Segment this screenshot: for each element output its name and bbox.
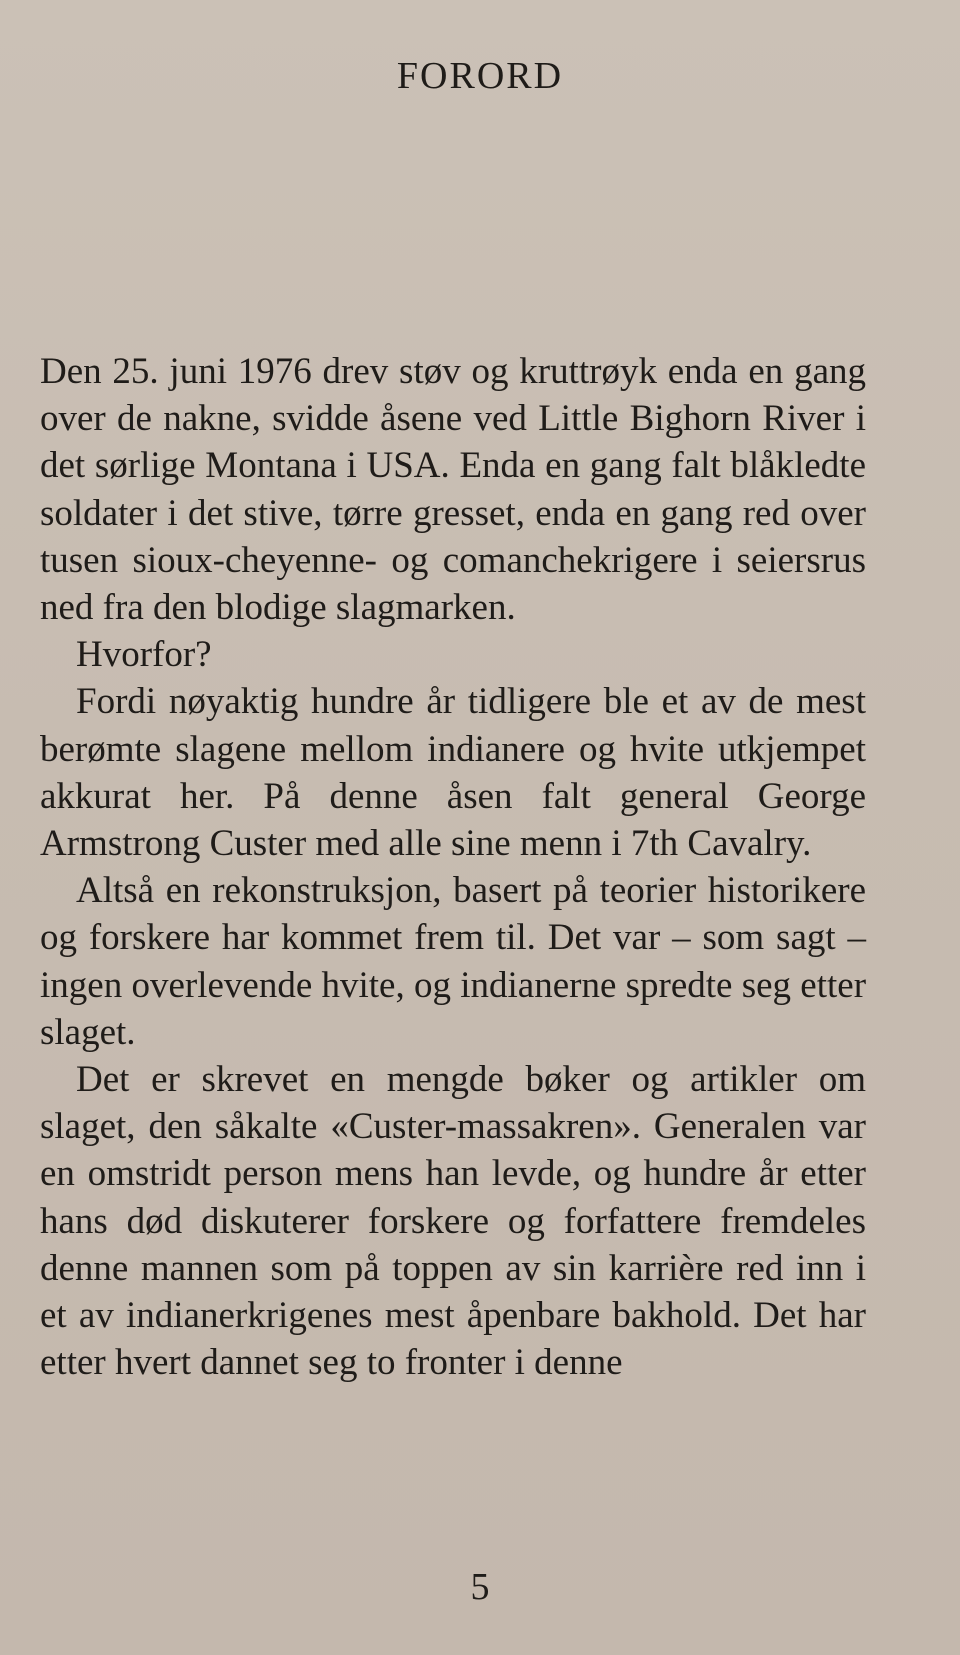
paragraph: Hvorfor? <box>76 634 212 676</box>
body-text <box>40 348 866 1386</box>
paragraph: Altså en rekonstruksjon, basert på teorier historikere og forskere har kommet frem til. Det var – som sagt – ingen overlevende hvite, og indianerne spredte seg etter slaget. <box>40 870 867 1053</box>
chapter-title: FORORD <box>396 55 564 97</box>
paragraph: Det er skrevet en mengde bøker og artikler om slaget, den såkalte «Custer-massakren». Generalen var en omstridt person mens han levde, og hundre år etter hans død diskuterer forskere og forfattere fremdeles denne mannen som på toppen av sin karrière red inn i et av indianerkrigenes mest åpenbare bakhold. Det har etter hvert dannet seg to fronter i denne <box>40 1059 866 1384</box>
paragraph: Fordi nøyaktig hundre år tidligere ble et av de mest berømte slagene mellom indianere og hvite utkjempet akkurat her. På denne åsen falt general George Armstrong Custer med alle sine menn i 7th Cavalry. <box>40 681 866 865</box>
paragraph: Den 25. juni 1976 drev støv og kruttrøyk enda en gang over de nakne, svidde åsene ved Little Bighorn River i det sørlige Montana i USA. Enda en gang falt blåkledte soldater i det stive, tørre gresset, enda en gang red over tusen sioux-cheyenne- og comanchekrigere i seiersrus ned fra den blodige slagmarken. <box>40 351 866 629</box>
page-number: 5 <box>470 1566 490 1608</box>
